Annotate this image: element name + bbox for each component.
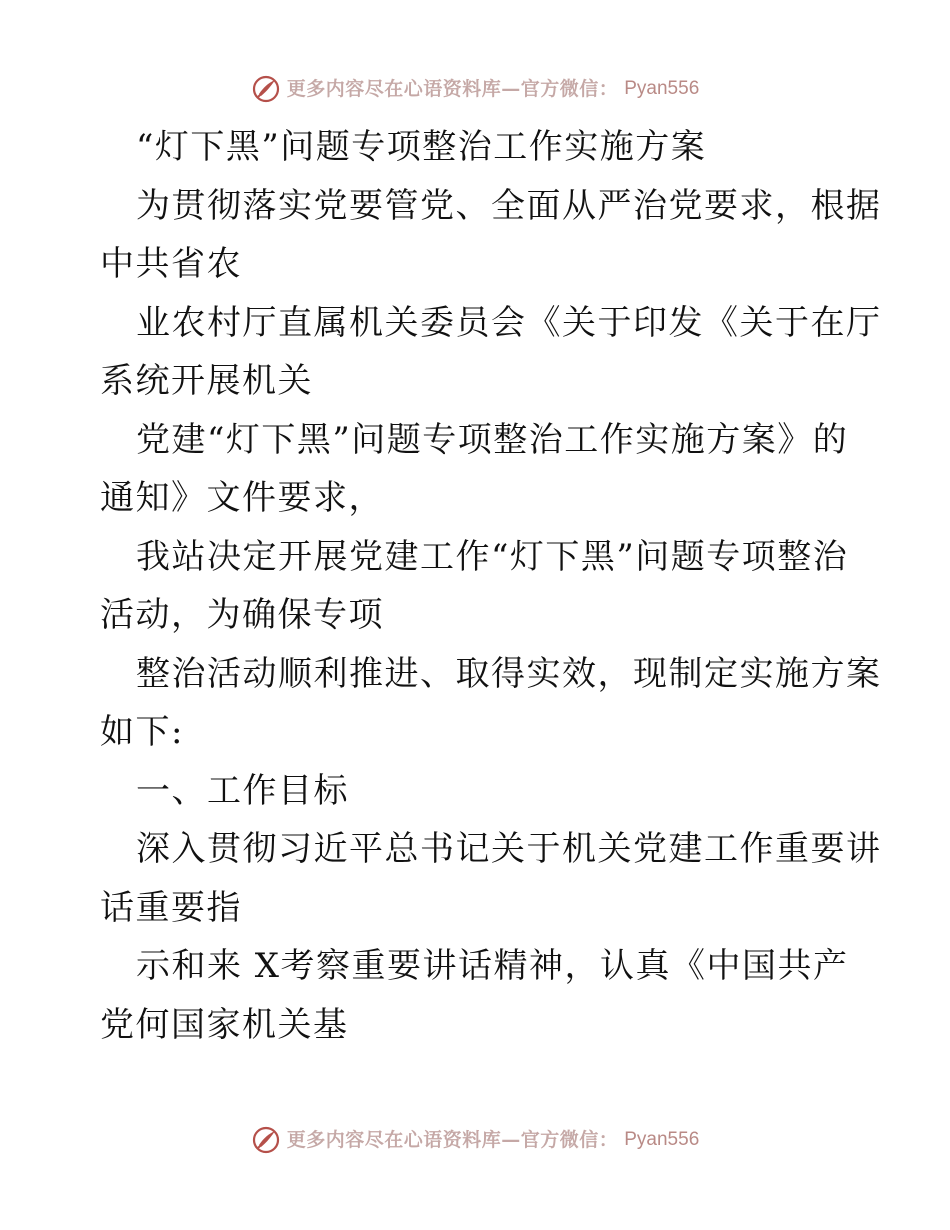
- text-line: 系统开展机关: [100, 361, 313, 401]
- header-watermark: [0, 74, 950, 104]
- text-line: 党建“灯下黑”问题专项整治工作实施方案》的: [136, 419, 849, 460]
- text-line: 如下:: [100, 712, 184, 752]
- quill-logo-icon: [251, 1125, 281, 1155]
- text-line: 中共省农: [100, 244, 242, 284]
- text-line: 整治活动顺利推进、取得实效，现制定实施方案: [136, 653, 882, 694]
- text-line: 话重要指: [100, 887, 242, 928]
- text-line: 活动，为确保专项: [100, 595, 384, 635]
- text-line: 深入贯彻习近平总书记关于机关党建工作重要讲: [136, 829, 882, 869]
- watermark-text: 更多内容尽在心语资料库—官方微信：: [286, 78, 619, 100]
- text-line: 业农村厅直属机关委员会《关于印发《关于在厅: [136, 302, 882, 343]
- text-line: 一、工作目标: [136, 770, 349, 811]
- text-line: 通知》文件要求，: [100, 478, 384, 518]
- text-line: 我站决定开展党建工作“灯下黑”问题专项整治: [136, 536, 849, 577]
- document-body: [100, 118, 882, 1054]
- watermark-wechat-id: Pyan556: [624, 78, 700, 99]
- text-line: 为贯彻落实党要管党、全面从严治党要求，根据: [136, 185, 882, 226]
- footer-watermark: [0, 1125, 950, 1155]
- watermark-wechat-id: Pyan556: [624, 1129, 700, 1150]
- text-line: 示和来 X考察重要讲话精神，认真《中国共产: [136, 946, 849, 986]
- quill-logo-icon: [251, 74, 281, 104]
- text-line: 党何国家机关基: [100, 1004, 349, 1045]
- text-line: “灯下黑”问题专项整治工作实施方案: [136, 127, 707, 167]
- watermark-text: 更多内容尽在心语资料库—官方微信：: [286, 1129, 619, 1151]
